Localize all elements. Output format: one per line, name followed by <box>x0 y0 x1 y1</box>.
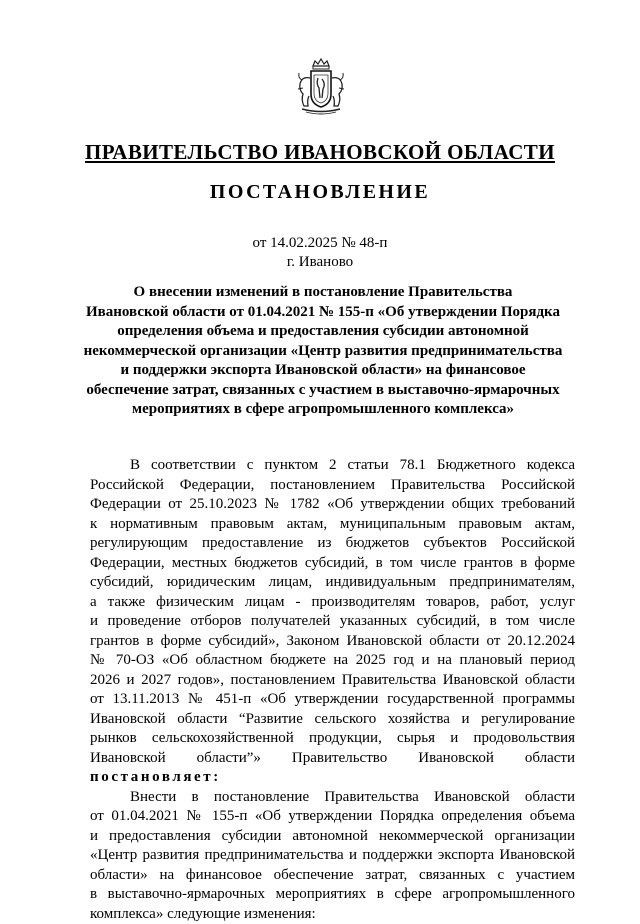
document-date-number: от 14.02.2025 № 48-п <box>0 235 640 252</box>
coat-of-arms-icon <box>296 58 346 116</box>
paragraph-line: а также физическим лицам - производителям товаров, работ, услуг <box>90 593 575 613</box>
paragraph-line: В соответствии с пунктом 2 статьи 78.1 Бюджетного кодекса <box>90 456 575 476</box>
resolution-paragraph <box>90 788 575 924</box>
subject-line: О внесении изменений в постановление Правительства <box>80 283 566 303</box>
subject-line: обеспечение затрат, связанных с участием в выставочно-ярмарочных <box>80 381 566 401</box>
paragraph-line: грантов в форме субсидий», Законом Ивановской области от 20.12.2024 <box>90 632 575 652</box>
paragraph-line: 2026 и 2027 годов», постановлением Правительства Ивановской области <box>90 671 575 691</box>
paragraph-line: Федерации от 25.10.2023 № 1782 «Об утверждении общих требований <box>90 495 575 515</box>
subject-line: некоммерческой организации «Центр развития предпринимательства <box>80 342 566 362</box>
document-body <box>90 456 575 924</box>
subject-line: и поддержки экспорта Ивановской области» на финансовое <box>80 361 566 381</box>
paragraph-line: субсидий, юридическим лицам, индивидуальным предпринимателям, <box>90 573 575 593</box>
paragraph-line: «Центр развития предпринимательства и поддержки экспорта Ивановской <box>90 846 575 866</box>
paragraph-line: и проведение отборов получателей указанных субсидий, в том числе <box>90 612 575 632</box>
paragraph-line: регулирующим предоставление из бюджетов субъектов Российской <box>90 534 575 554</box>
decree-word: постановляет: <box>90 768 575 788</box>
organization-title: ПРАВИТЕЛЬСТВО ИВАНОВСКОЙ ОБЛАСТИ <box>0 140 640 165</box>
paragraph-line: Внести в постановление Правительства Ивановской области <box>90 788 575 808</box>
paragraph-line: Российской Федерации, постановлением Правительства Российской <box>90 476 575 496</box>
paragraph-line: № 70-ОЗ «Об областном бюджете на 2025 год и на плановый период <box>90 651 575 671</box>
paragraph-line: и предоставления субсидии автономной некоммерческой организации <box>90 827 575 847</box>
paragraph-line: Ивановской области “Развитие сельского хозяйства и регулирование <box>90 710 575 730</box>
subject-line: мероприятиях в сфере агропромышленного комплекса» <box>80 400 566 420</box>
paragraph-line: от 13.11.2013 № 451-п «Об утверждении государственной программы <box>90 690 575 710</box>
subject-line: определения объема и предоставления субсидии автономной <box>80 322 566 342</box>
paragraph-line: к нормативным правовым актам, муниципальным правовым актам, <box>90 515 575 535</box>
subject-line: Ивановской области от 01.04.2021 № 155-п «Об утверждении Порядка <box>80 303 566 323</box>
paragraph-line: Ивановской области”» Правительство Ивановской области <box>90 749 575 769</box>
paragraph-line: от 01.04.2021 № 155-п «Об утверждении Порядка определения объема <box>90 807 575 827</box>
paragraph-line: области» на финансовое обеспечение затрат, связанных с участием <box>90 866 575 886</box>
paragraph-line: комплекса» следующие изменения: <box>90 905 575 924</box>
paragraph-line: Федерации, местных бюджетов субсидий, в том числе грантов в форме <box>90 554 575 574</box>
paragraph-line: рынков сельскохозяйственной продукции, сырья и продовольствия <box>90 729 575 749</box>
document-subject <box>80 283 566 420</box>
document-city: г. Иваново <box>0 254 640 271</box>
preamble-paragraph <box>90 456 575 788</box>
paragraph-line: в выставочно-ярмарочных мероприятиях в сфере агропромышленного <box>90 885 575 905</box>
document-type-title: ПОСТАНОВЛЕНИЕ <box>0 181 640 204</box>
